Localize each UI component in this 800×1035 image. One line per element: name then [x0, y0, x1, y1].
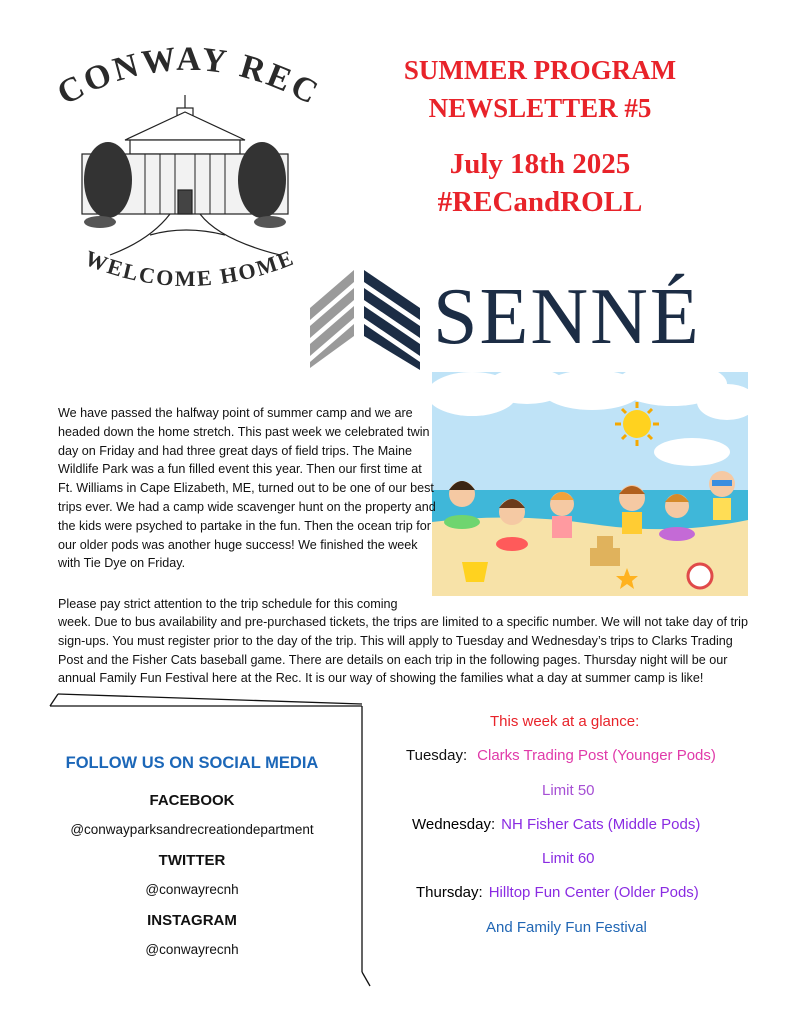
facebook-handle[interactable]: @conwayparksandrecreationdepartment [70, 822, 314, 837]
beach-ball [688, 564, 712, 588]
logo-arc-top: CONWAY REC [51, 40, 327, 113]
tuesday-trip: Clarks Trading Post (Younger Pods) [477, 747, 716, 764]
intro-paragraph: We have passed the halfway point of summer camp and we are headed down the home stretch. This past week we celebrated twin day on Friday and had three great days of field trips. The Maine Wildlife Park was a fun filled event this year. Then our first time at Ft. Williams in Cape Elizabeth, ME, turned out to be one of our best trips ever. We had a camp wide scavenger hunt on the property and the kids were psyched to partake in the fun. Then the ocean trip for our older pods was another huge success! We finished the week with Tie Dye on Friday. [58, 406, 436, 571]
thursday-label: Thursday: [416, 884, 483, 901]
glance-title: This week at a glance: [490, 713, 640, 730]
newsletter-date: July 18th 2025 [449, 148, 631, 180]
wednesday-row [412, 816, 700, 833]
tuesday-row [406, 747, 716, 764]
thursday-extra: And Family Fun Festival [486, 919, 647, 936]
tuesday-label: Tuesday: [406, 747, 468, 764]
beach-kids-illustration [432, 372, 748, 596]
tuesday-limit: Limit 50 [542, 782, 595, 799]
wednesday-trip: NH Fisher Cats (Middle Pods) [501, 816, 701, 833]
twitter-label: TWITTER [158, 852, 226, 869]
newsletter-title-line1: SUMMER PROGRAM [403, 55, 677, 85]
logo-arc-bottom: WELCOME HOME [81, 244, 299, 292]
thursday-row [416, 884, 699, 901]
newsletter-title-line2: NEWSLETTER #5 [428, 93, 652, 123]
instagram-label: INSTAGRAM [147, 912, 237, 929]
newsletter-hashtag: #RECandROLL [437, 186, 643, 218]
senne-logo-mark [310, 268, 420, 370]
conway-rec-logo [30, 40, 340, 310]
instagram-handle[interactable]: @conwayrecnh [145, 942, 239, 957]
schedule-paragraph: week. Due to bus availability and pre-purchased tickets, the trips are limited to a specific number. We will not take day of trip sign-ups. You must register prior to the day of the trip. This will apply to Tuesday and Wednesday’s trips to Clarks Trading Post and the Fisher Cats baseball game. There are details on each trip in the following pages. Thursday night will be our annual Family Fun Festival here at the Rec. It is our way of showing the families what a day at summer camp is like! [58, 615, 748, 686]
facebook-label: FACEBOOK [149, 792, 235, 809]
wednesday-limit: Limit 60 [542, 850, 595, 867]
schedule-paragraph-first-line: Please pay strict attention to the trip schedule for this coming [58, 597, 398, 611]
thursday-trip: Hilltop Fun Center (Older Pods) [488, 884, 699, 901]
senne-logo-text: SENNÉ [433, 273, 701, 361]
twitter-handle[interactable]: @conwayrecnh [145, 882, 239, 897]
wednesday-label: Wednesday: [412, 816, 496, 833]
beach-bucket [462, 562, 488, 582]
social-media-title: FOLLOW US ON SOCIAL MEDIA [65, 754, 319, 772]
